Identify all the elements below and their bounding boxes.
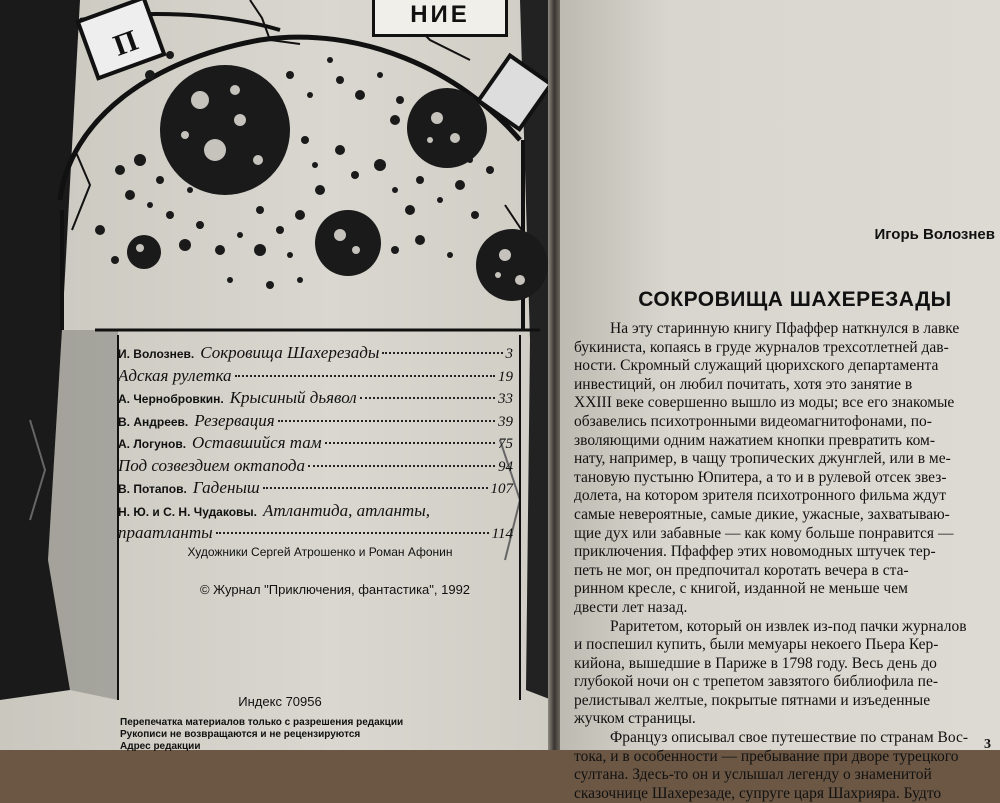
toc-page-number: 33 — [498, 391, 513, 407]
toc-leader — [308, 465, 495, 467]
toc-page-number: 19 — [498, 368, 513, 385]
toc-page-number: 94 — [498, 458, 513, 475]
toc-entry — [118, 343, 513, 366]
body-line: сказочнице Шахерезаде, супруге царя Шахрияра. Будто — [574, 784, 942, 802]
toc-author: А. Чернобровкин. — [118, 392, 224, 406]
toc-author: И. Волознев. — [118, 347, 195, 361]
corner-glyph: П — [109, 23, 143, 63]
toc-title: Сокровища Шахерезады — [200, 343, 380, 362]
toc-author: А. Логунов. — [118, 437, 187, 451]
toc-page-number: 114 — [491, 526, 513, 542]
story-body — [574, 320, 1000, 803]
story-title: СОКРОВИЩА ШАХЕРЕЗАДЫ — [638, 288, 952, 311]
body-line: ринном кресле, с книгой, изданной не меньше чем — [574, 580, 908, 598]
body-line: ности. Скромный служащий цюрихского департамента — [574, 357, 939, 375]
toc-title: праатланты — [118, 523, 213, 542]
body-line: релистывал желтые, покрытые пятнами и изъеденные — [574, 691, 931, 709]
toc-page-number: 39 — [498, 413, 513, 430]
toc-page-number: 75 — [498, 436, 513, 452]
subscription-index: Индекс 70956 — [238, 694, 322, 709]
toc-entry — [118, 411, 513, 434]
right-page — [560, 0, 1000, 802]
toc-leader — [216, 532, 489, 534]
table-of-contents — [118, 343, 513, 546]
toc-title: Резервация — [194, 410, 275, 430]
page-number: 3 — [984, 737, 991, 752]
toc-entry — [118, 388, 513, 411]
body-line: кийона, вышедшие в Париже в 1798 году. Весь день до — [574, 654, 937, 672]
body-line: глубокой ночи он с трепетом завзятого библиофила пе- — [574, 673, 939, 691]
toc-entry — [118, 501, 513, 524]
story-author: Игорь Волознев — [874, 226, 995, 243]
body-line: двести лет назад. — [574, 598, 688, 616]
toc-title: Крысиный дьявол — [229, 388, 357, 407]
body-line: приключения. Пфаффер этих новомодных штучек тер- — [574, 543, 936, 561]
toc-leader — [382, 352, 502, 354]
illustrators-credit: Художники Сергей Атрошенко и Роман Афонин — [187, 545, 453, 559]
toc-author: Н. Ю. и С. Н. Чудаковы. — [118, 504, 257, 519]
toc-entry — [118, 433, 513, 456]
toc-title: Под созвездием октапода — [118, 455, 305, 475]
body-line: зволяющими одним нажатием кнопки превратить ком- — [574, 431, 935, 449]
copyright-notice: © Журнал "Приключения, фантастика", 1992 — [199, 582, 471, 597]
body-line: щие дух или забавные — как кому больше понравится — — [574, 524, 954, 542]
body-line: инвестиций, он любил почитать, хотя это занятие в — [574, 375, 913, 393]
toc-entry — [118, 456, 513, 479]
body-line: и поспешил купить, были мемуары некоего Пьера Кер- — [574, 636, 939, 654]
toc-entry — [118, 366, 513, 389]
toc-author: В. Потапов. — [118, 482, 187, 496]
body-line: Француз описывал свое путешествие по странам Вос- — [610, 729, 969, 747]
body-line: долета, на котором зрителя психотронного фильма ждут — [574, 487, 947, 505]
toc-leader — [235, 375, 495, 377]
toc-page-number: 107 — [490, 481, 513, 497]
magazine-masthead: НИЕ — [372, 0, 508, 37]
body-line: самые невероятные, самые дикие, ужасные, захватываю- — [574, 505, 950, 523]
toc-leader — [278, 420, 495, 422]
body-line: тока, и в особенности — пребывание при дворе турецкого — [574, 747, 959, 765]
toc-title: Гаденыш — [192, 478, 260, 497]
toc-title: Адская рулетка — [118, 365, 232, 385]
fine-print — [120, 717, 450, 753]
body-line: султана. Здесь-то он и услышал легенду о знаменитой — [574, 766, 932, 784]
body-line: букиниста, копаясь в груде журналов трехсотлетней дав- — [574, 338, 949, 356]
toc-page-number: 3 — [505, 346, 513, 362]
body-line: На эту старинную книгу Пфаффер наткнулся в лавке — [610, 320, 960, 337]
toc-title: Оставшийся там — [192, 433, 322, 452]
fine-print-line: Рукописи не возвращаются и не рецензируются — [120, 729, 361, 740]
body-line: нату, например, в чащу тропических джунглей, или в ме- — [574, 450, 951, 468]
body-line: Раритетом, который он извлек из-под пачки журналов — [610, 617, 967, 635]
body-line: XXIII веке совершенно вышло из моды; все его знакомые — [574, 394, 955, 412]
fine-print-line: Адрес редакции — [120, 741, 201, 752]
body-line: обзавелись психотронными видеомагнитофонами, по- — [574, 412, 932, 430]
toc-leader — [325, 442, 495, 444]
toc-entry — [118, 523, 513, 546]
fine-print-line: Перепечатка материалов только с разрешения редакции — [120, 717, 404, 728]
body-line: тановую пустыню Юпитера, а то и в рулевой отсек звез- — [574, 468, 947, 486]
toc-author: В. Андреев. — [118, 414, 189, 429]
toc-leader — [360, 397, 495, 399]
toc-leader — [263, 487, 488, 489]
body-line: жучком страницы. — [574, 710, 696, 728]
toc-entry — [118, 478, 513, 501]
toc-title: Атлантида, атланты, — [263, 500, 430, 520]
body-line: петь не мог, он предпочитал коротать вечера в ста- — [574, 561, 909, 579]
